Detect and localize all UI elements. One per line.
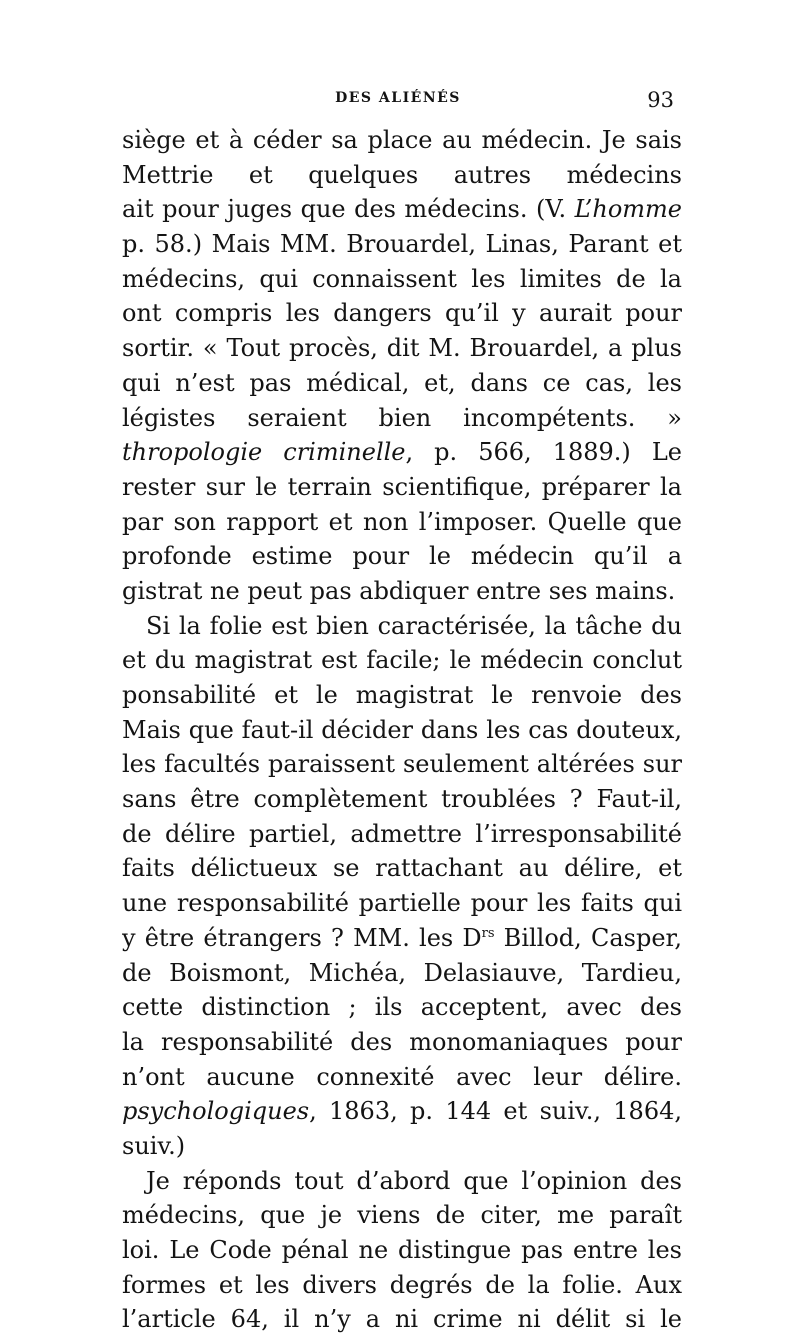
running-title: DES ALIÉNÉS <box>335 90 461 106</box>
text-line <box>122 1164 682 1199</box>
text-segment: suiv.) <box>122 1131 186 1160</box>
text-segment: ponsabilité et le magistrat le renvoie des <box>122 681 682 709</box>
text-line <box>122 331 682 366</box>
text-segment: et du magistrat est facile; le médecin conclut <box>122 646 682 675</box>
text-line <box>122 505 682 540</box>
text-segment: de délire partiel, admettre l’irresponsabilité <box>122 819 682 848</box>
text-line <box>122 1025 682 1060</box>
text-segment: Mais que faut-il décider dans les cas douteux, <box>122 715 682 744</box>
text-segment: n’ont aucune connexité avec leur délire. <box>122 1062 682 1091</box>
text-line <box>122 262 682 297</box>
text-segment: la responsabilité des monomaniaques pour <box>122 1027 682 1056</box>
italic-segment: thropologie criminelle <box>122 438 406 467</box>
text-segment: Mettrie et quelques autres médecins <box>122 160 682 189</box>
text-segment: Billod, Casper, <box>503 923 682 952</box>
text-line <box>122 470 682 505</box>
text-segment: siège et à céder sa place au médecin. Je sais <box>122 126 682 154</box>
text-segment: les facultés paraissent seulement altérées sur <box>122 750 682 779</box>
text-segment: loi. Le Code pénal ne distingue pas entre les <box>122 1236 682 1264</box>
text-line <box>122 713 682 748</box>
text-segment: cette distinction ; ils acceptent, avec des <box>122 993 682 1022</box>
text-segment: par son rapport et non l’imposer. Quelle que <box>122 507 682 536</box>
text-line <box>122 192 682 227</box>
text-segment: profonde estime pour le médecin qu’il a <box>122 542 682 571</box>
text-segment: de Boismont, Michéa, Delasiauve, Tardieu, <box>122 958 682 987</box>
text-segment: ont compris les dangers qu’il y aurait pour <box>122 299 682 328</box>
italic-segment: L’homme <box>574 195 682 224</box>
text-segment: y être étrangers ? MM. les D <box>122 923 482 952</box>
body-text <box>122 123 682 1337</box>
text-line <box>122 1302 682 1337</box>
text-line <box>122 886 682 921</box>
text-segment: , 1863, p. 144 et suiv., 1864, <box>309 1097 682 1126</box>
text-segment: médecins, qui connaissent les limites de la <box>122 264 682 293</box>
text-line <box>122 296 682 331</box>
text-line <box>122 851 682 886</box>
text-segment: l’article 64, il n’y a ni crime ni délit si le <box>122 1305 682 1334</box>
text-line <box>122 435 682 470</box>
text-segment: rester sur le terrain scientifique, préparer la <box>122 472 682 501</box>
page-number: 93 <box>647 88 674 112</box>
text-segment: , p. 566, 1889.) Le <box>405 438 682 467</box>
text-line <box>122 782 682 817</box>
text-line <box>122 1129 682 1164</box>
text-line <box>122 678 682 713</box>
text-line <box>122 574 682 609</box>
text-line <box>122 227 682 262</box>
text-line <box>122 401 682 436</box>
text-line <box>122 609 682 644</box>
text-segment: Je réponds tout d’abord que l’opinion des <box>146 1166 682 1195</box>
text-line <box>122 158 682 193</box>
text-segment: une responsabilité partielle pour les faits qui <box>122 889 682 918</box>
text-line <box>122 1233 682 1268</box>
text-line <box>122 366 682 401</box>
text-line <box>122 817 682 852</box>
text-line <box>122 747 682 782</box>
text-segment: Si la folie est bien caractérisée, la tâche du <box>146 611 682 640</box>
text-line <box>122 123 682 158</box>
text-segment: gistrat ne peut pas abdiquer entre ses mains. <box>122 576 676 605</box>
text-line <box>122 539 682 574</box>
text-line <box>122 1198 682 1233</box>
text-line <box>122 1060 682 1095</box>
text-line <box>122 990 682 1025</box>
text-line <box>122 921 682 956</box>
text-segment: qui n’est pas médical, et, dans ce cas, les <box>122 368 682 397</box>
text-line <box>122 643 682 678</box>
text-segment: sortir. « Tout procès, dit M. Brouardel, a plus <box>122 334 682 363</box>
text-segment: ait pour juges que des médecins. (V. <box>122 195 575 224</box>
text-line <box>122 956 682 991</box>
text-segment: faits délictueux se rattachant au délire, et <box>122 854 682 883</box>
italic-segment: psychologiques <box>122 1097 310 1126</box>
text-segment: p. 58.) Mais MM. Brouardel, Linas, Parant et <box>122 230 682 259</box>
text-segment: sans être complètement troublées ? Faut-il, <box>122 785 682 814</box>
text-segment: formes et les divers degrés de la folie. Aux <box>122 1270 682 1299</box>
text-line <box>122 1268 682 1303</box>
page-header <box>122 88 674 118</box>
superscript: rs <box>481 925 495 941</box>
text-segment: légistes seraient bien incompétents. » <box>122 403 682 432</box>
text-line <box>122 1094 682 1129</box>
text-segment: médecins, que je viens de citer, me paraît <box>122 1201 682 1230</box>
